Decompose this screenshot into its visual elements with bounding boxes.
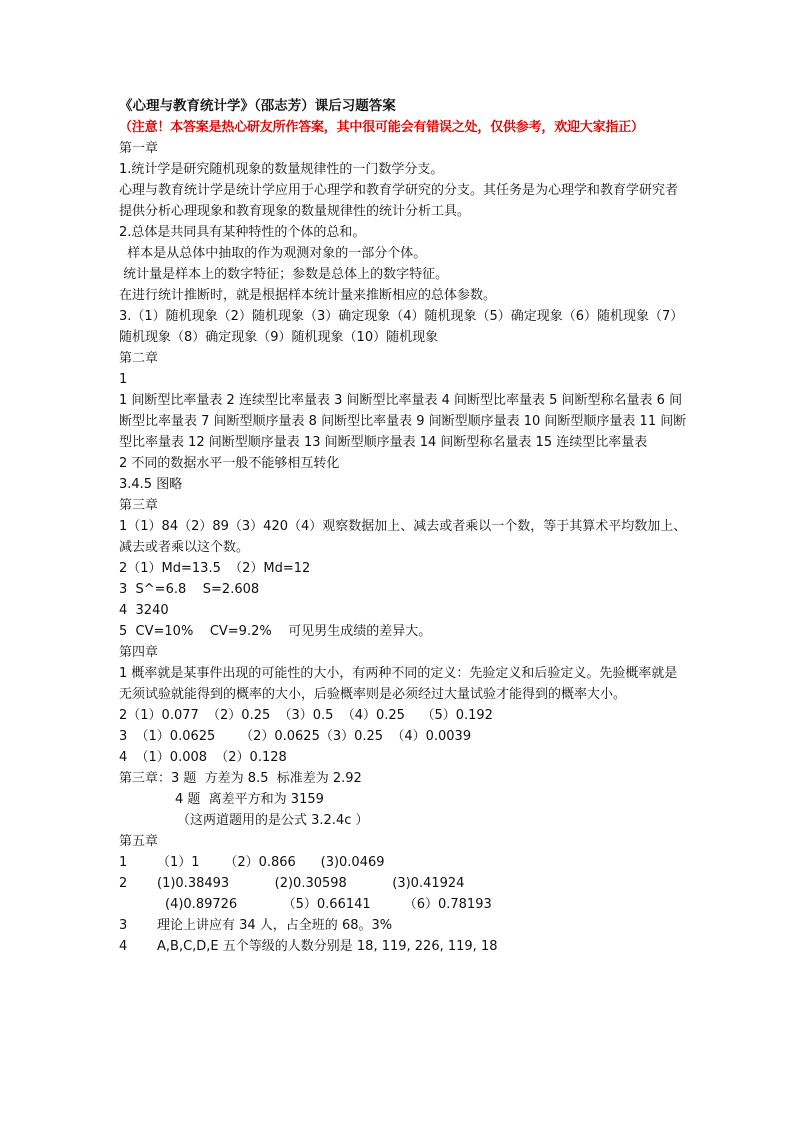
text-paragraph: 1（1）84（2）89（3）420（4）观察数据加上、减去或者乘以一个数，等于其算术平均数加上、减去或者乘以这个数。: [119, 519, 687, 555]
text-line: [119, 915, 689, 936]
text-line: 4 3240: [119, 603, 169, 618]
answer-text: 理论上讲应有 34 人，占全班的 68。3%: [157, 918, 393, 933]
text-line: 统计量是样本上的数字特征；参数是总体上的数字特征。: [119, 267, 449, 282]
text-line: 3 S^=6.8 S=2.608: [119, 582, 260, 597]
chapter-heading: 第三章: [119, 498, 159, 513]
text-paragraph: 1 间断型比率量表 2 连续型比率量表 3 间断型比率量表 4 间断型比率量表 5 间断型称名量表 6 间断型比率量表 7 间断型顺序量表 8 间断型比率量表 9 间断型顺序量表 10 间断型顺序量表 11 间断型比率量表 12 间断型顺序量表 13 间断型顺序量表 14 间断型称名量表 15 连续型比率量表: [119, 393, 687, 450]
text-line: 1.统计学是研究随机现象的数量规律性的一门数学分支。: [119, 162, 444, 177]
text-line: 在进行统计推断时，就是根据样本统计量来推断相应的总体参数。: [119, 288, 497, 303]
text-line: [119, 873, 689, 894]
text-line: [119, 894, 689, 915]
document-title: 《心理与教育统计学》（邵志芳）课后习题答案: [119, 98, 396, 114]
text-paragraph: 1 概率就是某事件出现的可能性的大小，有两种不同的定义：先验定义和后验定义。先验概率就是无须试验就能得到的概率的大小，后验概率则是必须经过大量试验才能得到的概率大小。: [119, 666, 678, 702]
text-line: 2（1）Md=13.5 （2）Md=12: [119, 561, 311, 576]
text-paragraph: 心理与教育统计学是统计学应用于心理学和教育学研究的分支。其任务是为心理学和教育学研究者提供分析心理现象和教育现象的数量规律性的统计分析工具。: [119, 183, 679, 219]
text-line: 4 （1）0.008 （2）0.128: [119, 750, 287, 765]
text-line: 4 题 离差平方和为 3159: [175, 792, 324, 807]
answer-text: （1）1 （2）0.866 (3)0.0469: [157, 855, 385, 870]
answer-text: (1)0.38493 (2)0.30598 (3)0.41924: [157, 876, 465, 891]
notice-text: （注意！本答案是热心研友所作答案，其中很可能会有错误之处，仅供参考，欢迎大家指正）: [119, 120, 644, 135]
text-line: 3.4.5 图略: [119, 477, 183, 492]
text-line: [119, 936, 689, 957]
text-paragraph: 3.（1）随机现象（2）随机现象（3）确定现象（4）随机现象（5）确定现象（6）随机现象（7）随机现象（8）确定现象（9）随机现象（10）随机现象: [119, 309, 684, 345]
chapter-heading: 第二章: [119, 351, 159, 366]
chapter-heading: 第四章: [119, 645, 159, 660]
text-line: 2（1）0.077 （2）0.25 （3）0.5 （4）0.25 （5）0.192: [119, 708, 493, 723]
document-page: [119, 96, 689, 957]
text-line: 2 不同的数据水平一般不能够相互转化: [119, 456, 340, 471]
text-line: 第三章：3 题 方差为 8.5 标准差为 2.92: [119, 771, 362, 786]
text-line: 1: [119, 372, 128, 387]
text-line: 2.总体是共同具有某种特性的个体的总和。: [119, 225, 366, 240]
answer-text: (4)0.89726 （5）0.66141 （6）0.78193: [165, 897, 492, 912]
text-line: 样本是从总体中抽取的作为观测对象的一部分个体。: [119, 246, 427, 261]
chapter-heading: 第五章: [119, 834, 159, 849]
question-number: 2: [119, 876, 128, 891]
question-number: 4: [119, 939, 128, 954]
answer-text: A,B,C,D,E 五个等级的人数分别是 18, 119, 226, 119, 18: [157, 939, 498, 954]
chapter-heading: 第一章: [119, 141, 159, 156]
text-line: 5 CV=10% CV=9.2% 可见男生成绩的差异大。: [119, 624, 432, 639]
text-line: 3 （1）0.0625 （2）0.0625（3）0.25 （4）0.0039: [119, 729, 472, 744]
question-number: 1: [119, 855, 128, 870]
text-line: （这两道题用的是公式 3.2.4c ）: [177, 813, 369, 828]
text-line: [119, 852, 689, 873]
question-number: 3: [119, 918, 128, 933]
